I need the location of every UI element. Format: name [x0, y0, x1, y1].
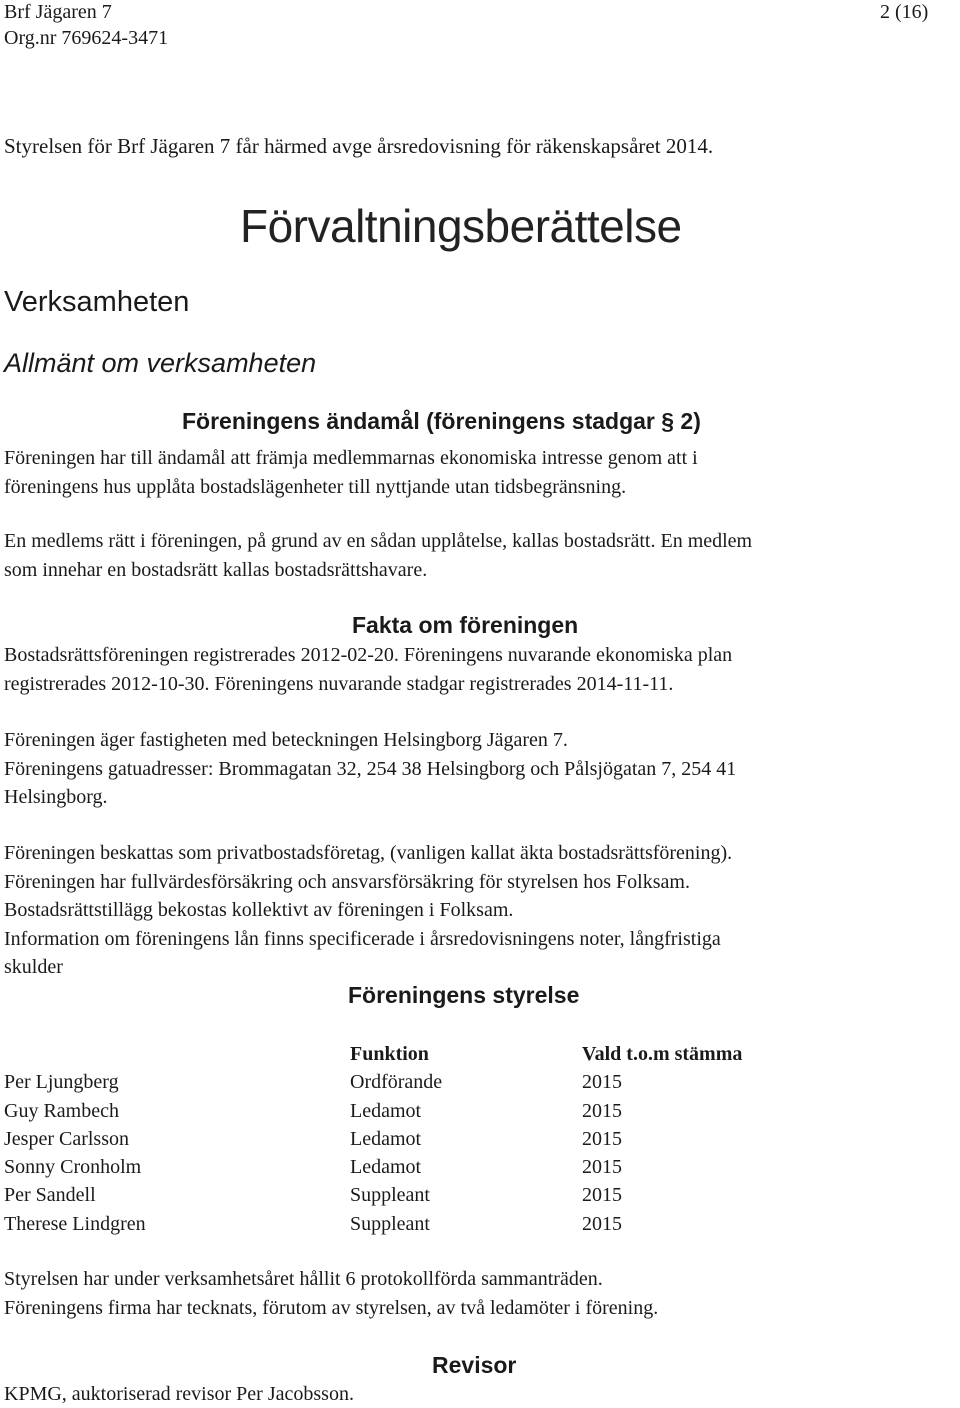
section-title: Verksamheten — [4, 286, 190, 318]
text-line: Bostadsrättstillägg bekostas kollektivt av föreningen i Folksam. — [4, 899, 514, 921]
text-line: Föreningen äger fastigheten med beteckningen Helsingborg Jägaren 7. — [4, 729, 568, 751]
board-table-header — [4, 1040, 904, 1068]
subsection-title: Allmänt om verksamheten — [4, 348, 317, 378]
auditor-heading: Revisor — [432, 1352, 517, 1378]
text-line: skulder — [4, 956, 63, 978]
intro-text: Styrelsen för Brf Jägaren 7 får härmed avge årsredovisning för räkenskapsåret 2014. — [4, 134, 714, 158]
header-page-number: 2 (16) — [880, 1, 929, 23]
column-header-elected-until: Vald t.o.m stämma — [582, 1043, 743, 1065]
member-role: Ledamot — [350, 1156, 422, 1179]
property-paragraph — [4, 726, 954, 812]
member-role: Ledamot — [350, 1127, 422, 1150]
member-name: Per Sandell — [4, 1184, 96, 1207]
text-line: Föreningens firma har tecknats, förutom av styrelsen, av två ledamöter i förening. — [4, 1296, 659, 1319]
member-name: Jesper Carlsson — [4, 1127, 129, 1150]
tax-insurance-paragraph — [4, 839, 954, 982]
column-header-function: Funktion — [350, 1043, 429, 1065]
membership-paragraph — [4, 527, 954, 584]
member-role: Ordförande — [350, 1071, 443, 1094]
purpose-paragraph — [4, 444, 954, 501]
member-until: 2015 — [582, 1184, 622, 1207]
table-row — [4, 1153, 904, 1181]
member-name: Guy Rambech — [4, 1099, 119, 1122]
member-until: 2015 — [582, 1212, 622, 1235]
header-org-number: Org.nr 769624-3471 — [4, 27, 169, 49]
text-line: Föreningen har fullvärdesförsäkring och ansvarsförsäkring för styrelsen hos Folksam. — [4, 870, 690, 893]
table-row — [4, 1068, 904, 1096]
text-line: Styrelsen har under verksamhetsåret hållit 6 protokollförda sammanträden. — [4, 1268, 603, 1290]
member-until: 2015 — [582, 1156, 622, 1179]
member-until: 2015 — [582, 1071, 622, 1094]
text-line: Bostadsrättsföreningen registrerades 2012-02-20. Föreningens nuvarande ekonomiska plan — [4, 644, 733, 666]
text-line: Helsingborg. — [4, 786, 108, 808]
text-line: En medlems rätt i föreningen, på grund av en sådan upplåtelse, kallas bostadsrätt. En medlem — [4, 530, 753, 552]
board-notes-paragraph — [4, 1265, 954, 1322]
member-role: Suppleant — [350, 1184, 430, 1207]
board-table — [4, 1040, 904, 1238]
table-row — [4, 1097, 904, 1125]
text-line: Föreningen beskattas som privatbostadsföretag, (vanligen kallat äkta bostadsrättsförening). — [4, 842, 733, 864]
member-name: Per Ljungberg — [4, 1071, 119, 1094]
member-name: Sonny Cronholm — [4, 1156, 142, 1179]
table-row — [4, 1210, 904, 1238]
table-row — [4, 1125, 904, 1153]
text-line: som innehar en bostadsrätt kallas bostadsrättshavare. — [4, 558, 428, 581]
member-until: 2015 — [582, 1127, 622, 1150]
table-row — [4, 1181, 904, 1209]
member-role: Ledamot — [350, 1099, 422, 1122]
text-line: Föreningen har till ändamål att främja medlemmarnas ekonomiska intresse genom att i — [4, 447, 698, 469]
text-line: Information om föreningens lån finns specificerade i årsredovisningens noter, långfristiga — [4, 927, 721, 950]
text-line: registrerades 2012-10-30. Föreningens nuvarande stadgar registrerades 2014-11-11. — [4, 672, 674, 695]
member-role: Suppleant — [350, 1212, 430, 1235]
board-heading: Föreningens styrelse — [348, 982, 580, 1008]
main-title: Förvaltningsberättelse — [240, 200, 682, 252]
auditor-text: KPMG, auktoriserad revisor Per Jacobsson. — [4, 1383, 354, 1405]
registration-paragraph — [4, 641, 954, 698]
purpose-heading: Föreningens ändamål (föreningens stadgar § 2) — [182, 408, 701, 434]
text-line: föreningens hus upplåta bostadslägenheter till nyttjande utan tidsbegränsning. — [4, 475, 627, 498]
member-name: Therese Lindgren — [4, 1212, 146, 1235]
text-line: Föreningens gatuadresser: Brommagatan 32, 254 38 Helsingborg och Pålsjögatan 7, 254 41 — [4, 757, 737, 780]
header-org-name: Brf Jägaren 7 — [4, 1, 112, 23]
member-until: 2015 — [582, 1099, 622, 1122]
facts-heading: Fakta om föreningen — [352, 612, 579, 638]
